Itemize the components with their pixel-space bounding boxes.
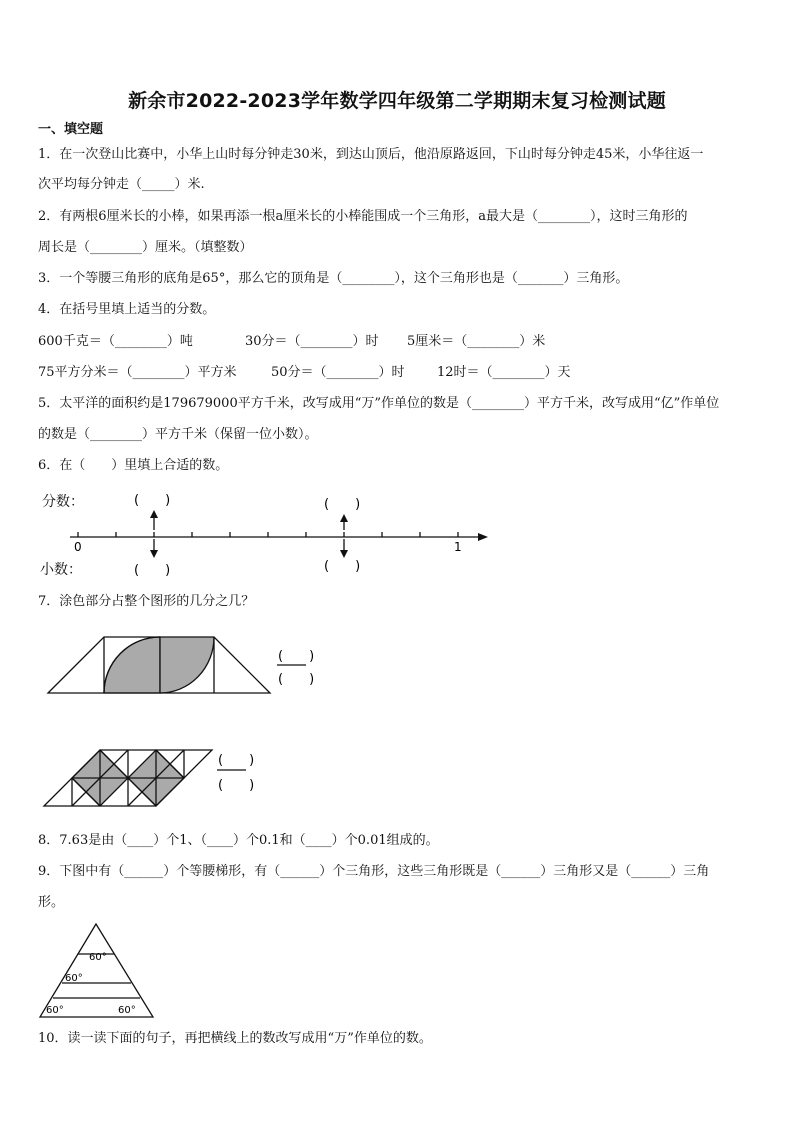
arc [160,637,214,693]
shaded-square [128,750,184,806]
fraction-label: 分数： [42,494,84,510]
up-arrow-head [340,514,348,522]
question-3: 3．一个等腰三角形的底角是65°，那么它的顶角是（________），这个三角形也是（_______）三角形。 [38,271,629,286]
question-4-item-6: 12时＝（________）天 [437,365,571,380]
question-8: 8．7.63是由（____）个1、（____）个0.1和（____）个0.01组成的。 [38,833,439,848]
shaded-region [160,637,214,693]
fraction-blank: ( ) [324,497,361,512]
down-arrow-head [150,550,158,558]
question-10: 10．读一读下面的句子，再把横线上的数改写成用“万”作单位的数。 [38,1031,432,1046]
question-9-line-2: 形。 [38,895,65,910]
trapezoid-outline [48,637,270,693]
question-4-item-3: 5厘米＝（________）米 [407,334,546,349]
grid-line [100,750,156,806]
question-4-item-1: 600千克＝（________）吨 [38,334,193,349]
grid-line [156,750,184,778]
question-5-line-2: 的数是（________）平方千米（保留一位小数）。 [38,427,318,442]
question-2-line-1: 2．有两根6厘米长的小棒，如果再添一根a厘米长的小棒能围成一个三角形，a最大是（________），这时三角形的 [38,209,688,224]
parallelogram-outline [44,750,212,806]
question-1-line-1: 1．在一次登山比赛中，小华上山时每分钟走30米，到达山顶后，他沿原路返回，下山时每分钟走45米，小华往返一 [38,147,704,162]
page-title: 新余市2022-2023学年数学四年级第二学期期末复习检测试题 [128,90,666,112]
question-4-item-2: 30分＝（________）时 [245,334,379,349]
numerator-blank: ( ) [278,649,315,664]
tick-label-0: 0 [74,540,82,554]
decimal-blank: ( ) [134,563,171,578]
denominator-blank: ( ) [218,778,255,793]
large-triangle [40,924,153,1017]
up-arrow-head [150,510,158,518]
shaded-square [72,750,128,806]
shaded-region [104,637,160,693]
grid-line [72,750,128,806]
angle-label: 60° [65,973,83,984]
question-6: 6．在（ ）里填上合适的数。 [38,458,229,473]
question-4-intro: 4．在括号里填上适当的分数。 [38,302,216,317]
fraction-blank: ( ) [134,493,171,508]
angle-label: 60° [46,1005,64,1016]
down-arrow-head [340,550,348,558]
question-9-line-1: 9．下图中有（______）个等腰梯形，有（______）个三角形，这些三角形既是（______）三角形又是（______）三角 [38,864,710,879]
angle-label: 60° [89,952,107,963]
decimal-label: 小数： [40,562,82,578]
number-line-arrowhead [478,533,488,541]
section-heading: 一、填空题 [38,122,104,137]
denominator-blank: ( ) [278,672,315,687]
question-1-line-2: 次平均每分钟走（_____）米. [38,177,205,192]
grid-line [128,750,184,806]
question-4-item-4: 75平方分米＝（________）平方米 [38,365,237,380]
shaded-region [160,637,214,693]
angle-label: 60° [118,1005,136,1016]
question-2-line-2: 周长是（________）厘米。（填整数） [38,240,253,255]
question-7: 7．涂色部分占整个图形的几分之几？ [38,594,255,609]
arc [104,637,160,693]
numerator-blank: ( ) [218,753,255,768]
decimal-blank: ( ) [324,559,361,574]
question-4-item-5: 50分＝（________）时 [271,365,405,380]
question-5-line-1: 5．太平洋的面积约是179679000平方千米，改写成用“万”作单位的数是（________）平方千米，改写成用“亿”作单位 [38,396,720,411]
tick-label-1: 1 [454,540,462,554]
grid-line [72,778,100,806]
